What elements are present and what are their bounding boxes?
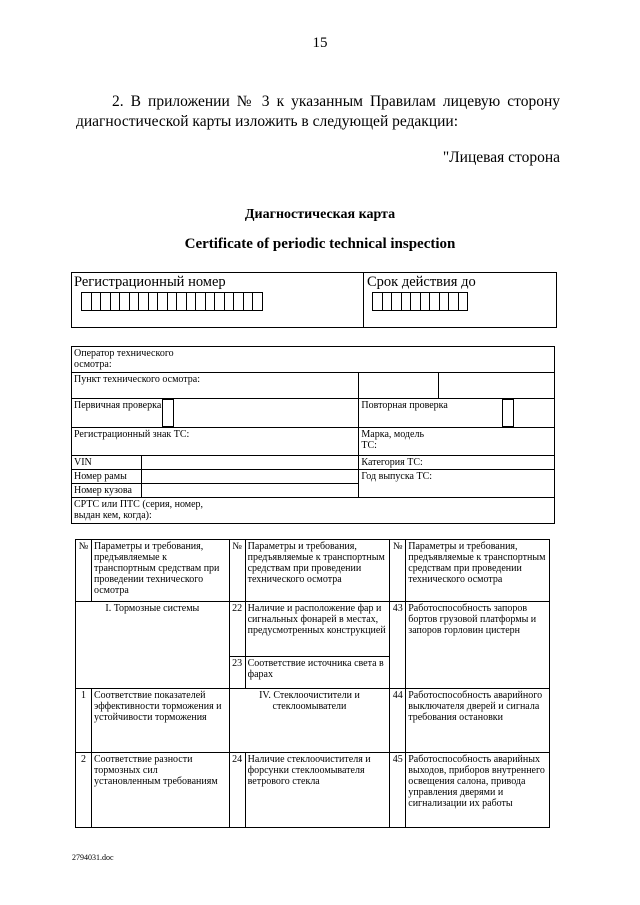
vin-label: VIN [72, 456, 142, 470]
primary-check-label: Первичная проверка [72, 399, 359, 428]
row-22-no: 22 [229, 602, 245, 657]
body-value[interactable] [141, 484, 359, 498]
page-number: 15 [312, 35, 328, 51]
row-23-text: Соответствие источника света в фарах [245, 657, 390, 689]
srts-label: СРТС или ПТС (серия, номер, выдан кем, когда): [72, 498, 555, 524]
row-45-text: Работоспособность аварийных выходов, приборов внутреннего освещения салона, привода управления дверями и сигнализации их работы [406, 753, 550, 828]
row-24-text: Наличие стеклоочистителя и форсунки стеклоомывателя ветрового стекла [245, 753, 390, 828]
title-ru: Диагностическая карта [244, 207, 396, 222]
row-44-text: Работоспособность аварийного выключателя дверей и сигнала требования остановки [406, 689, 550, 753]
header-params-3: Параметры и требования, предъявляемые к транспортным средствам при проведении технического осмотра [406, 540, 550, 602]
year-label: Год выпуска ТС: [359, 470, 555, 498]
row-2-text: Соответствие разности тормозных сил установленным требованиям [91, 753, 229, 828]
repeat-check-label: Повторная проверка [359, 399, 555, 428]
point-cell-3[interactable] [439, 373, 555, 399]
row-43-no: 43 [390, 602, 406, 689]
title-en: Certificate of periodic technical inspection [184, 236, 456, 252]
reg-number-boxes[interactable] [81, 292, 263, 311]
row-44-no: 44 [390, 689, 406, 753]
row-1-text: Соответствие показателей эффективности торможения и устойчивости торможения [91, 689, 229, 753]
valid-until-label: Срок действия до [367, 274, 476, 290]
inspection-info-table [71, 346, 555, 524]
row-43-text: Работоспособность запоров бортов грузовой платформы и запоров горловин цистерн [406, 602, 550, 689]
make-model-label: Марка, модель ТС: [359, 428, 555, 456]
reg-number-label: Регистрационный номер [74, 274, 226, 290]
row-24-no: 24 [229, 753, 245, 828]
intro-paragraph [76, 92, 560, 132]
intro-line-1: 2. В приложении № 3 к указанным Правилам лицевую сторону [112, 93, 560, 110]
header-no-1: № [76, 540, 92, 602]
category-label: Категория ТС: [359, 456, 555, 470]
operator-label: Оператор технического осмотра: [72, 347, 555, 373]
registration-box [71, 272, 557, 328]
point-cell-2[interactable] [359, 373, 439, 399]
reg-sign-label: Регистрационный знак ТС: [72, 428, 359, 456]
header-params-2: Параметры и требования, предъявляемые к транспортным средствам при проведении технического осмотра [245, 540, 390, 602]
frame-label: Номер рамы [72, 470, 142, 484]
row-22-text: Наличие и расположение фар и сигнальных фонарей в местах, предусмотренных конструкцией [245, 602, 390, 657]
section-brakes: I. Тормозные системы [76, 602, 230, 689]
reg-number-cell [72, 273, 364, 327]
row-2-no: 2 [76, 753, 92, 828]
header-no-2: № [229, 540, 245, 602]
row-23-no: 23 [229, 657, 245, 689]
vin-value[interactable] [141, 456, 359, 470]
parameters-table [75, 539, 550, 828]
front-side-label: "Лицевая сторона [442, 149, 560, 166]
repeat-check-checkbox[interactable] [502, 399, 514, 427]
row-1-no: 1 [76, 689, 92, 753]
point-label: Пункт технического осмотра: [72, 373, 359, 399]
section-wipers: IV. Стеклоочистители и стеклоомыватели [229, 689, 390, 753]
intro-line-2: диагностической карты изложить в следующей редакции: [76, 113, 459, 130]
primary-check-checkbox[interactable] [162, 399, 174, 427]
header-no-3: № [390, 540, 406, 602]
row-45-no: 45 [390, 753, 406, 828]
header-params-1: Параметры и требования, предъявляемые к транспортным средствам при проведении технического осмотра [91, 540, 229, 602]
frame-value[interactable] [141, 470, 359, 484]
footer-filename: 2794031.doc [72, 853, 114, 862]
body-label: Номер кузова [72, 484, 142, 498]
valid-until-boxes[interactable] [372, 292, 468, 311]
